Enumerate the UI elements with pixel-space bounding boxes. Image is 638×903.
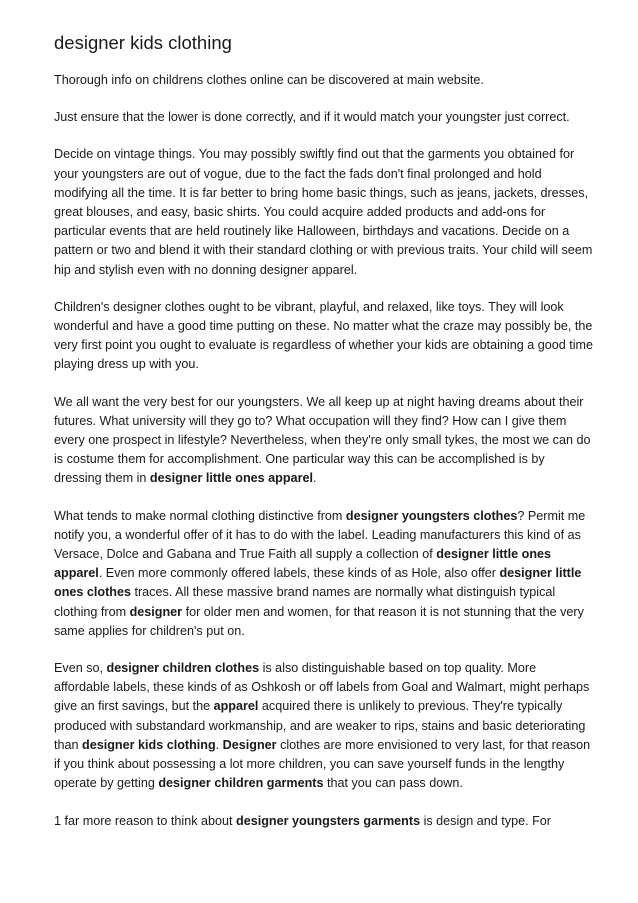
text-run: Just ensure that the lower is done correctly, and if it would match your youngster just correct. — [54, 110, 570, 125]
text-run: clothes are more envisioned to very last, for that reason if you think about possessing a lot more children, you can save yourself funds in the lengthy operate by getting — [54, 737, 591, 791]
bold-keyword: apparel — [213, 699, 259, 714]
text-run: We all want the very best for our youngsters. We all keep up at night having dreams about their futures. What university will they go to? What occupation will they find? How can I give them every one prospect in lifestyle? Nevertheless, when they're only small tykes, the most we can do is costume them for accomplishment. One particular way this can be accomplished is by dressing them in — [54, 394, 591, 486]
text-run: ? Permit me notify you, a wonderful offer of it has to do with the label. Leading manufacturers this kind of as Versace, Dolce and Gabana and True Faith all supply a collection of — [54, 508, 586, 562]
text-run: is design and type. For — [420, 813, 551, 828]
bold-keyword: designer little ones apparel — [149, 471, 313, 486]
bold-keyword: designer — [129, 604, 183, 619]
paragraph — [54, 659, 594, 793]
bold-keyword: designer children clothes — [106, 661, 260, 676]
bold-keyword: designer little ones apparel — [54, 547, 552, 581]
bold-keyword: designer kids clothing — [82, 737, 216, 752]
text-run: Thorough info on childrens clothes online can be discovered at main website. — [54, 73, 484, 87]
text-run: . — [215, 737, 223, 752]
document-body — [54, 71, 594, 849]
text-run: . Even more commonly offered labels, these kinds of as Hole, also offer — [98, 566, 500, 581]
text-run: 1 far more reason to think about — [54, 813, 237, 828]
bold-keyword: designer little ones clothes — [54, 566, 582, 600]
bold-keyword: designer children garments — [158, 776, 324, 791]
paragraph — [54, 298, 594, 375]
paragraph — [54, 812, 594, 831]
page-title: designer kids clothing — [54, 32, 232, 53]
paragraph — [54, 145, 594, 279]
paragraph — [54, 108, 594, 127]
text-run: What tends to make normal clothing distinctive from — [54, 508, 346, 523]
bold-keyword: Designer — [222, 737, 277, 752]
text-run: is also distinguishable based on top quality. More affordable labels, these kinds of as Oshkosh or off labels from Goal and Walmart, might perhaps give an first savings, but the — [54, 661, 590, 714]
bold-keyword: designer youngsters clothes — [345, 508, 518, 523]
text-run: for older men and women, for that reason it is not stunning that the very same applies for children's put on. — [54, 604, 584, 638]
paragraph — [54, 393, 594, 489]
text-run: Even so, — [54, 661, 107, 676]
text-run: that you can pass down. — [323, 776, 463, 791]
text-run: traces. All these massive brand names are normally what distinguish typical clothing from — [54, 585, 556, 619]
text-run: acquired there is unlikely to previous. They're typically produced with substandard workmanship, and are weaker to rips, stains and basic deteriorating than — [54, 699, 586, 752]
paragraph — [54, 507, 594, 641]
paragraph — [54, 71, 594, 90]
bold-keyword: designer youngsters garments — [236, 813, 421, 828]
text-run: Decide on vintage things. You may possibly swiftly find out that the garments you obtained for your youngsters are out of vogue, due to the fact the fads don't final prolonged and hold modifying all the time. It is far better to bring home basic things, such as jeans, jackets, dresses, great blouses, and easy, basic shirts. You could acquire added products and add-ons for particular events that are held routinely like Halloween, birthdays and vacations. Decide on a pattern or two and blend it with their standard clothing or with previous traits. Your child will seem hip and stylish even with no donning designer apparel. — [54, 147, 593, 277]
text-run: . — [312, 471, 317, 486]
text-run: Children's designer clothes ought to be vibrant, playful, and relaxed, like toys. They will look wonderful and have a good time putting on these. No matter what the craze may possibly be, the very first point you ought to evaluate is regardless of whether your kids are obtaining a good time playing dress up with you. — [54, 299, 594, 372]
